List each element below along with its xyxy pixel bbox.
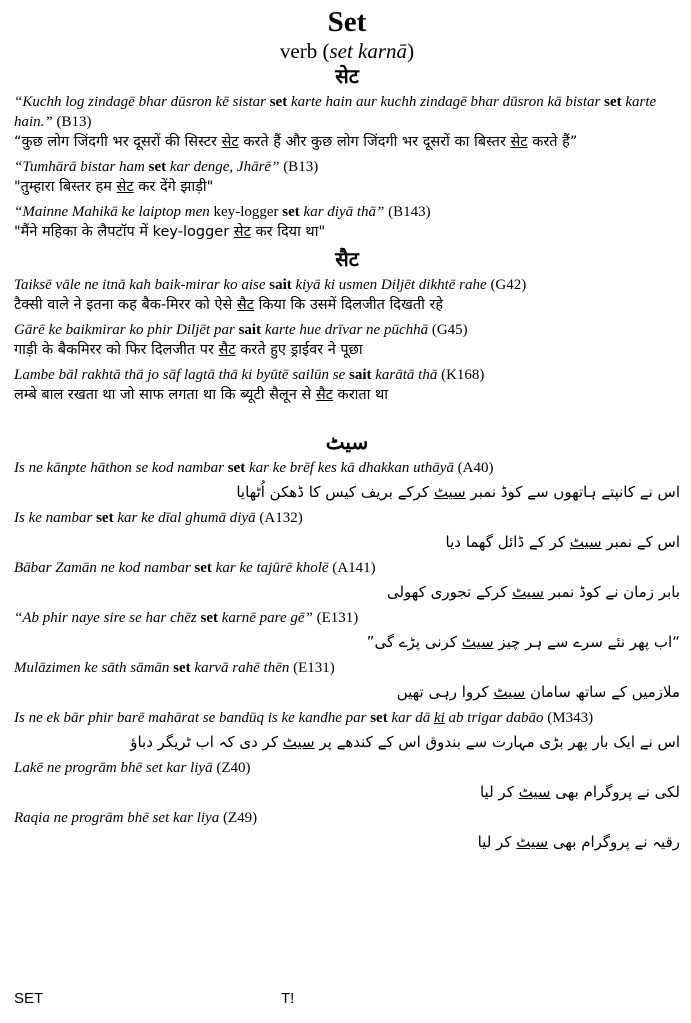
transliteration-line [14, 92, 680, 132]
example-entry [14, 508, 680, 554]
urdu-text: سیٹ [512, 583, 544, 601]
transliteration-text: ki [433, 710, 445, 726]
transliteration-text: kiyā ki usmen Diljēt dikhtē rahe [291, 277, 487, 293]
urdu-text: اس نے کانپتے ہاتھوں سے کوڈ نمبر [465, 483, 680, 501]
devanagari-text: करते हैं और कुछ लोग जिंदगी भर दूसरों का बिस्तर [238, 134, 511, 150]
section-heading-hindi-variant: सैट [335, 249, 359, 271]
source-reference: (Z40) [212, 760, 251, 776]
devanagari-text: सेट [221, 134, 239, 150]
urdu-text: کرنی پڑے گی” [366, 633, 462, 651]
transliteration-line [14, 658, 680, 678]
source-reference: (A132) [255, 510, 303, 526]
example-entry [14, 365, 680, 406]
devanagari-line [14, 177, 680, 198]
devanagari-text: सेट [510, 134, 528, 150]
devanagari-text: सेट [116, 179, 134, 195]
transliteration-text: kar ke dīal ghumā diyā [113, 510, 256, 526]
devanagari-line [14, 295, 680, 316]
devanagari-text: गाड़ी के बैकमिरर को फिर दिलजीत पर [14, 342, 219, 358]
entry-subtitle [14, 38, 680, 64]
transliteration-text: sait [269, 277, 292, 293]
transliteration-text: Bābar Zamān ne kod nambar [14, 560, 195, 576]
transliteration-text: kar ke brēf kes kā dhakkan uthāyā [245, 460, 454, 476]
urdu-text: اس کے نمبر [601, 533, 680, 551]
urdu-text: سیٹ [461, 633, 494, 651]
transliteration-text: Is ne kānpte hāthon se kod nambar [14, 460, 228, 476]
page-footer [14, 990, 680, 1014]
example-entry [14, 758, 680, 804]
transliteration-line [14, 508, 680, 528]
devanagari-text: सैट [236, 297, 255, 313]
transliteration-line [14, 458, 680, 478]
transliteration-text: “Ab phir naye sire se har chēz [14, 610, 201, 626]
transliteration-text: karātā thā [371, 367, 438, 383]
transliteration-text: Taiksē vāle ne itnā kah baik-mirar ko aise [14, 277, 270, 293]
transliteration-text: set [148, 159, 167, 175]
transliteration-text: set [370, 710, 388, 726]
pos-label: verb ( [279, 39, 330, 63]
transliteration-line [14, 608, 680, 628]
urdu-script-line [14, 730, 680, 754]
urdu-text: رقیہ نے پروگرام بھی [548, 833, 680, 851]
transliteration-text: sait [348, 367, 372, 383]
transliteration-text: kar dā [387, 710, 434, 726]
transliteration-text: karvā rahē thēn [190, 660, 290, 676]
transliteration-text: karnē pare gē” [218, 610, 313, 626]
example-entry [14, 708, 680, 754]
devanagari-text: करते हुए ड्राईवर ने पूछा [235, 342, 363, 358]
footer-mid-text: T! [281, 990, 295, 1007]
transliteration-text: karte hain.” [14, 94, 657, 130]
urdu-text: سیٹ [282, 733, 315, 751]
transliteration-text: karte hue drīvar ne pūchhā [261, 322, 429, 338]
source-reference: (A40) [453, 460, 494, 476]
transliteration-line [14, 320, 680, 340]
devanagari-text: लम्बे बाल रखता था जो साफ लगता था कि ब्यूटी सैलून से [14, 387, 316, 403]
pos-close: ) [407, 39, 415, 63]
transliteration-text: set [96, 510, 114, 526]
urdu-text: کروا رہی تھیں [396, 683, 494, 701]
devanagari-line [14, 222, 680, 243]
urdu-script-line [14, 680, 680, 704]
transliteration-text: Lakē ne progrām bhē set kar liyā [14, 760, 213, 776]
transliteration-text: set [269, 94, 288, 110]
example-entry [14, 202, 680, 243]
transliteration-text: kar diyā thā” [299, 204, 385, 220]
transliteration-text: set [227, 460, 246, 476]
source-reference: (B143) [384, 204, 431, 220]
transliteration-text: Is ke nambar [14, 510, 97, 526]
urdu-examples [14, 458, 680, 854]
urdu-text: سیٹ [516, 833, 549, 851]
urdu-text: کرکے بریف کیس کا ڈھکن اُٹھایا [236, 483, 434, 501]
urdu-text: سیٹ [493, 683, 526, 701]
devanagari-text: कर देंगे झाड़ी" [133, 179, 214, 195]
devanagari-text: किया कि उसमें दिलजीत दिखती रहे [254, 297, 444, 313]
example-entry [14, 320, 680, 361]
transliteration-text: set [173, 660, 191, 676]
urdu-text: لکی نے پروگرام بھی [550, 783, 680, 801]
urdu-text: کر کے ڈائل گھما دیا [445, 533, 570, 551]
source-reference: (Z49) [219, 810, 258, 826]
urdu-text: اس نے ایک بار پھر بڑی مہارت سے بندوق اس کے کندھے پر [314, 733, 680, 751]
devanagari-text: सेट [233, 224, 251, 240]
urdu-text: “اب پھر نئے سرے سے ہر چیز [493, 633, 680, 651]
source-reference: (E131) [312, 610, 359, 626]
transliteration-text: “Kuchh log zindagē bhar dūsron kē sistar [14, 94, 270, 110]
urdu-text: کر دی کہ اب ٹریگر دباؤ [130, 733, 283, 751]
urdu-script-line [14, 580, 680, 604]
devanagari-text: सैट [315, 387, 333, 403]
urdu-text: کر لیا [479, 783, 519, 801]
example-entry [14, 658, 680, 704]
source-reference: (A141) [328, 560, 376, 576]
transliteration-text: kar denge, Jhārē” [166, 159, 280, 175]
devanagari-text: “कुछ लोग जिंदगी भर दूसरों की सिस्टर [14, 134, 222, 150]
source-reference: (K168) [437, 367, 485, 383]
example-entry [14, 558, 680, 604]
hindi-examples [14, 92, 680, 243]
urdu-text: سیٹ [518, 783, 551, 801]
transliteration-line [14, 275, 680, 295]
example-entry [14, 157, 680, 198]
transliteration-text: ab trigar dabāo [444, 710, 544, 726]
devanagari-text: कराता था [332, 387, 389, 403]
example-entry [14, 608, 680, 654]
source-reference: (G45) [428, 322, 468, 338]
transliteration-text: sait [238, 322, 262, 338]
devanagari-text: टैक्सी वाले ने इतना कह बैक-मिरर को ऐसे [14, 297, 237, 313]
urdu-script-line [14, 530, 680, 554]
dictionary-page [14, 6, 680, 858]
transliteration-text: karte hain aur kuchh zindagē bhar dūsron kā bistar [287, 94, 605, 110]
urdu-script-line [14, 480, 680, 504]
transliteration-text: Gārē ke baikmirar ko phir Diljēt par [14, 322, 239, 338]
source-reference: (E131) [289, 660, 335, 676]
transliteration-text: kar ke tajūrē kholē [211, 560, 329, 576]
transliteration-text: “Tumhārā bistar ham [14, 159, 149, 175]
devanagari-text: "मैंने महिका के लैपटॉप में key-logger [14, 224, 234, 240]
transliteration-text: set [200, 610, 219, 626]
transliteration-line [14, 708, 680, 728]
hindi-variant-examples [14, 275, 680, 406]
transliteration-text: Mulāzimen ke sāth sāmān [14, 660, 174, 676]
example-entry [14, 275, 680, 316]
source-reference: (B13) [279, 159, 319, 175]
source-reference: (M343) [543, 710, 594, 726]
devanagari-text: "तुम्हारा बिस्तर हम [14, 179, 117, 195]
devanagari-line [14, 385, 680, 406]
devanagari-line [14, 132, 680, 153]
devanagari-text: करते हैं” [527, 134, 578, 150]
urdu-script-line [14, 830, 680, 854]
transliteration-text: “Mainne Mahikā ke laiptop men [14, 204, 214, 220]
footer-left-text: SET [14, 990, 44, 1007]
verb-form: set karnā [329, 39, 408, 63]
transliteration-text: key-logger [213, 204, 283, 220]
example-entry [14, 458, 680, 504]
example-entry [14, 808, 680, 854]
urdu-text: کر لیا [477, 833, 517, 851]
transliteration-line [14, 558, 680, 578]
urdu-script-line [14, 630, 680, 654]
transliteration-line [14, 202, 680, 222]
transliteration-line [14, 808, 680, 828]
urdu-text: کرکے تجوری کھولی [386, 583, 513, 601]
transliteration-text: Raqia ne progrām bhē set kar liya [14, 810, 220, 826]
source-reference: (B13) [52, 114, 92, 130]
entry-title: Set [327, 6, 367, 38]
transliteration-line [14, 365, 680, 385]
devanagari-line [14, 340, 680, 361]
urdu-text: ملازمیں کے ساتھ سامان [525, 683, 680, 701]
transliteration-text: Is ne ek bār phir barē mahārat se bandūq is ke kandhe par [14, 710, 371, 726]
devanagari-text: कर दिया था" [250, 224, 326, 240]
source-reference: (G42) [486, 277, 527, 293]
transliteration-text: set [604, 94, 622, 110]
devanagari-text: सैट [218, 342, 236, 358]
transliteration-text: set [194, 560, 212, 576]
transliteration-line [14, 157, 680, 177]
transliteration-text: Lambe bāl rakhtā thā jo sāf lagtā thā ki byūtē sailūn se [14, 367, 349, 383]
urdu-text: بابر زمان نے کوڈ نمبر [543, 583, 680, 601]
section-heading-urdu: سیٹ [325, 432, 369, 454]
transliteration-line [14, 758, 680, 778]
urdu-text: سیٹ [433, 483, 466, 501]
urdu-text: سیٹ [569, 533, 602, 551]
section-heading-hindi: सेट [335, 66, 359, 88]
urdu-script-line [14, 780, 680, 804]
example-entry [14, 92, 680, 153]
transliteration-text: set [282, 204, 300, 220]
